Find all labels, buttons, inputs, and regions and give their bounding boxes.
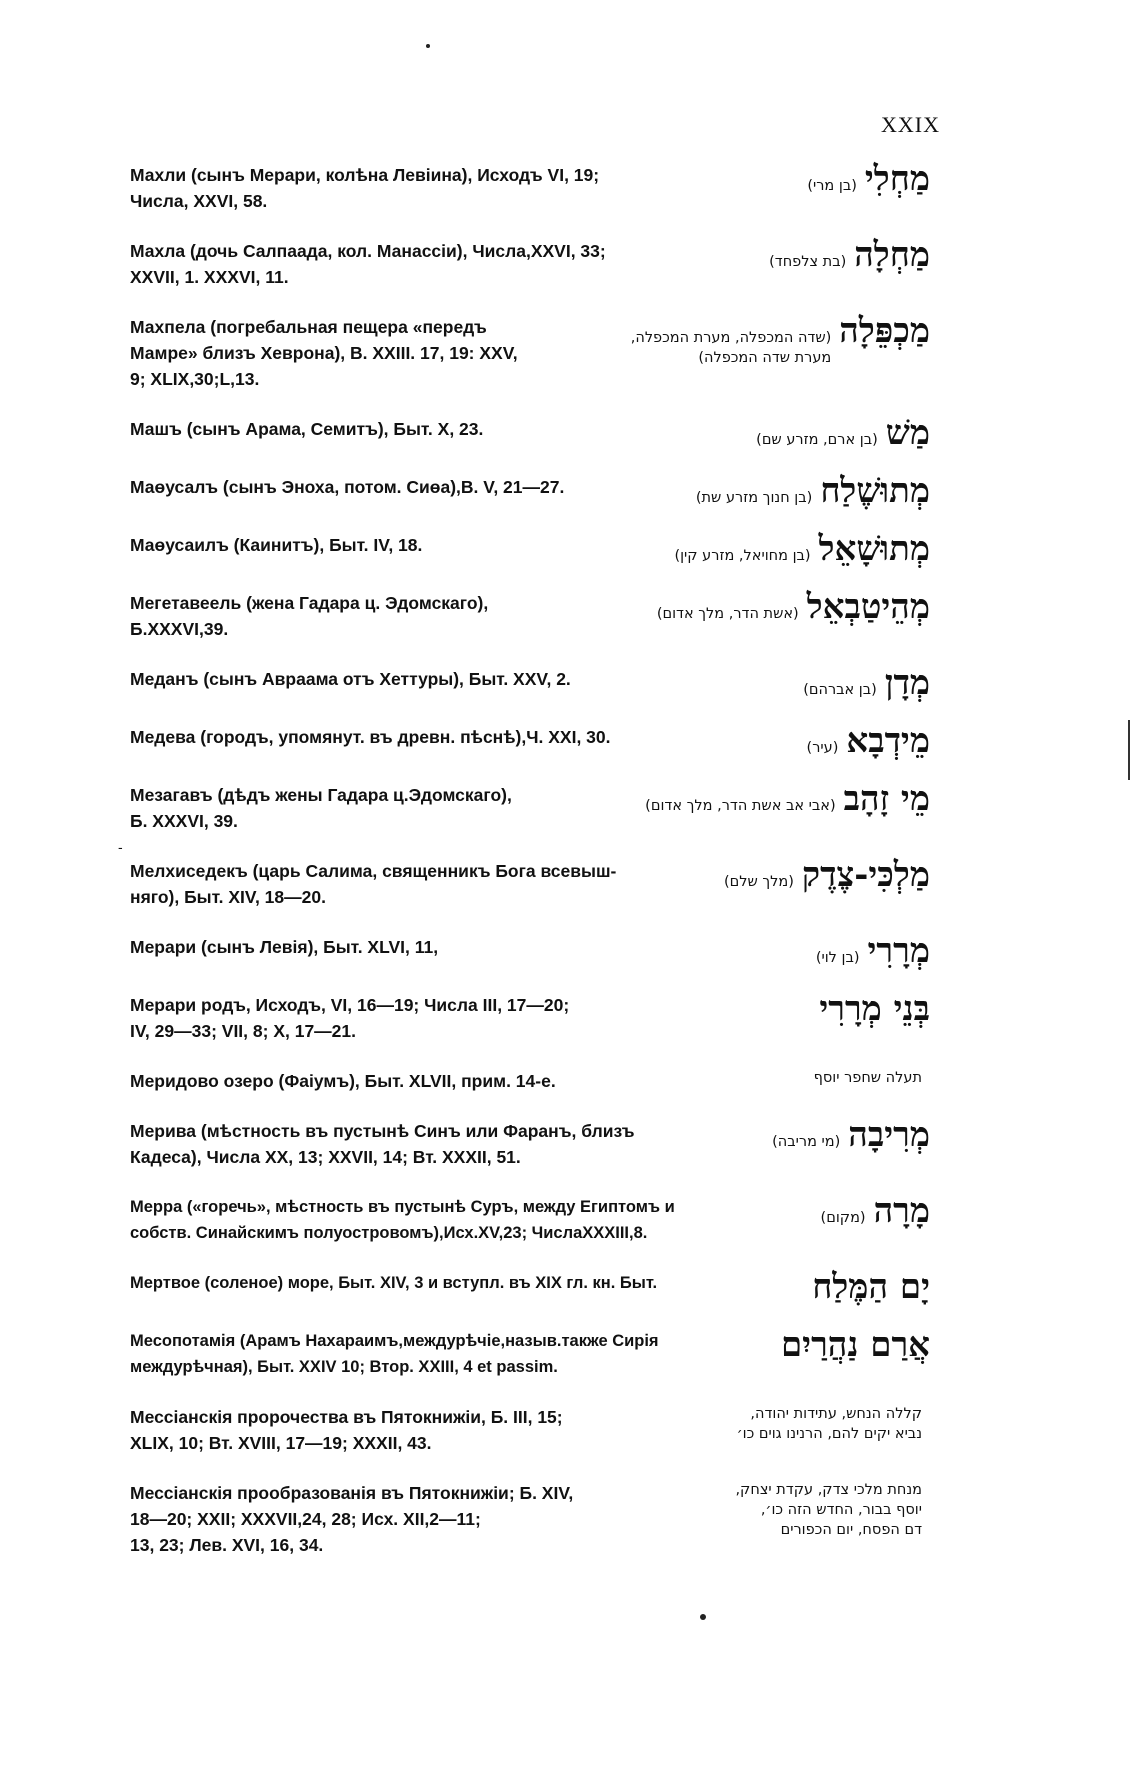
entry-hebrew	[762, 1267, 930, 1307]
hebrew-note: (בן לוי)	[815, 950, 860, 966]
hebrew-note: (בן ארם, מזרע שם)	[756, 432, 878, 448]
hebrew-headword: מֵי זָהָב	[843, 779, 930, 819]
entry-hebrew	[582, 587, 930, 627]
hebrew-headword: מְרָרִי	[867, 931, 930, 971]
entry-russian-text: Мегетавеель (жена Гадара ц. Эдомскаго), Б.XXXVI,39.	[130, 593, 489, 639]
hebrew-note: (בן מחויאל, מזרע קין)	[674, 548, 811, 564]
hebrew-note: תעלה שחפר יוסף	[813, 1070, 922, 1086]
hebrew-note: (אשת הדר, מלך אדום)	[656, 606, 799, 622]
list-item	[130, 1191, 930, 1246]
entry-hebrew	[642, 855, 930, 895]
hebrew-note: (מקום)	[820, 1210, 866, 1226]
list-item	[130, 855, 930, 910]
hebrew-note: (בן חנוך מזרע שת)	[695, 490, 813, 506]
hebrew-headword: מַכְפֵּלָה	[839, 311, 930, 351]
margin-dash-mark: -	[118, 839, 123, 855]
entry-russian-text: Машъ (сынъ Арама, Семитъ), Быт. X, 23.	[130, 419, 484, 439]
entry-hebrew	[702, 1115, 930, 1155]
entry-russian-text: Мертвое (соленое) море, Быт. XIV, 3 и вступл. въ XIX гл. кн. Быт.	[130, 1274, 658, 1292]
entry-hebrew	[562, 779, 930, 819]
hebrew-headword: מְרִיבָה	[848, 1115, 930, 1155]
hebrew-headword: מַלְכִּי-צֶדֶק	[801, 855, 930, 895]
hebrew-headword: בְּנֵי מְרָרִי	[819, 989, 930, 1029]
entry-hebrew	[582, 931, 930, 971]
hebrew-headword: יָם הַמֶּלַח	[812, 1267, 930, 1307]
entry-russian-text: Мессіанскія пророчества въ Пятокнижіи, Б. III, 15; XLIX, 10; Вт. XVIII, 17—19; XXXII, 43.	[130, 1407, 563, 1453]
hebrew-note: (מי מריבה)	[772, 1134, 841, 1150]
hebrew-headword: אֲרַם נַהֲרַיִם	[780, 1325, 930, 1365]
hebrew-headword: מְתוּשֶׁלַח	[820, 471, 930, 511]
list-item	[130, 529, 930, 569]
entry-hebrew	[752, 1325, 930, 1365]
list-item	[130, 311, 930, 392]
list-item	[130, 1267, 930, 1307]
list-item	[130, 471, 930, 511]
entry-hebrew	[702, 1404, 930, 1444]
entry-russian-text: Мелхиседекъ (царь Салима, священникъ Бога всевыш- няго), Быт. XIV, 18—20.	[130, 861, 617, 907]
list-item	[130, 159, 930, 214]
entry-hebrew	[582, 529, 930, 569]
hebrew-note: (בת צלפחד)	[769, 254, 847, 270]
hebrew-headword: מַשׁ	[885, 413, 930, 453]
hebrew-note: (אבי אב אשת הדר, מלך אדום)	[645, 798, 836, 814]
entry-russian-text: Мерари (сынъ Левія), Быт. XLVI, 11,	[130, 937, 439, 957]
entry-hebrew	[702, 159, 930, 199]
entry-hebrew	[702, 1068, 930, 1088]
entry-hebrew	[662, 663, 930, 703]
list-item	[130, 779, 930, 834]
entry-list	[130, 159, 930, 1582]
hebrew-headword: מְדָן	[884, 663, 930, 703]
entry-russian-text: Мессіанскія прообразованія въ Пятокнижіи; Б. XIV, 18—20; XXII; XXXVII,24, 28; Исх. XII,2—11; 13, 23; Лев. XVI, 16, 34.	[130, 1483, 574, 1555]
hebrew-headword: מְהֵיטַבְאֵל	[806, 587, 930, 627]
hebrew-headword: מַחְלִי	[864, 159, 930, 199]
list-item	[130, 1068, 930, 1094]
entry-russian-text: Маөусаилъ (Каинитъ), Быт. IV, 18.	[130, 535, 423, 555]
list-item	[130, 587, 930, 642]
list-item	[130, 989, 930, 1044]
hebrew-headword: מַחְלָה	[854, 235, 930, 275]
margin-line	[1128, 720, 1130, 780]
entry-hebrew	[702, 1480, 930, 1540]
entry-russian-text: Меданъ (сынъ Авраама отъ Хеттуры), Быт. XXV, 2.	[130, 669, 571, 689]
hebrew-note: (עיר)	[806, 740, 839, 756]
list-item	[130, 721, 930, 761]
entry-russian-text: Мезагавъ (дѣдъ жены Гадара ц.Эдомскаго), Б. XXXVI, 39.	[130, 785, 512, 831]
entry-hebrew	[702, 721, 930, 761]
list-item	[130, 1404, 930, 1456]
hebrew-note: (מלך שלם)	[723, 874, 794, 890]
hebrew-note: קללה הנחש, עתידות יהודה, נביא יקים להם, הרנינו גוים כו׳	[736, 1406, 922, 1442]
hebrew-note: (שדה המכפלה, מערת המכפלה, מערת שדה המכפלה)	[630, 330, 832, 366]
entry-russian-text: Махли (сынъ Мерари, колѣна Левіина), Исходъ VI, 19; Числа, XXVI, 58.	[130, 165, 600, 211]
hebrew-headword: מָרָה	[873, 1191, 930, 1231]
entry-hebrew	[782, 1191, 930, 1231]
list-item	[130, 931, 930, 971]
hebrew-headword: מְתוּשָׁאֵל	[818, 529, 930, 569]
list-item	[130, 235, 930, 290]
entry-russian-text: Махпела (погребальная пещера «передъ Мамре» близъ Хеврона), В. XXIII. 17, 19: XXV, 9; XLIX,30;L,13.	[130, 317, 518, 389]
list-item	[130, 663, 930, 703]
entry-hebrew	[702, 989, 930, 1029]
entry-hebrew	[702, 235, 930, 275]
entry-russian-text: Меридово озеро (Фаіумъ), Быт. XLVII, прим. 14-е.	[130, 1071, 556, 1091]
list-item	[130, 1480, 930, 1558]
list-item	[130, 413, 930, 453]
list-item	[130, 1325, 930, 1380]
hebrew-note: מנחת מלכי צדק, עקדת יצחק, יוסף בבור, החדש הזה כו׳, דם הפסח, יום הכפורים	[735, 1482, 922, 1538]
entry-russian-text: Мерари родъ, Исходъ, VI, 16—19; Числа III, 17—20; IV, 29—33; VII, 8; X, 17—21.	[130, 995, 570, 1041]
ink-speck	[426, 44, 430, 48]
entry-hebrew	[612, 471, 930, 511]
entry-russian-text: Махла (дочь Салпаада, кол. Манассіи), Числа,XXVI, 33; XXVII, 1. XXXVI, 11.	[130, 241, 606, 287]
entry-russian-text: Месопотамія (Арамъ Нахараимъ,междурѣчіе,назыв.также Сирія междурѣчная), Быт. XXIV 10; Втор. XXIII, 4 et passim.	[130, 1332, 659, 1376]
ink-dot	[700, 1614, 706, 1620]
hebrew-note: (בן אברהם)	[803, 682, 877, 698]
hebrew-note: (בן מרי)	[807, 178, 857, 194]
entry-russian-text: Мерива (мѣстность въ пустынѣ Синъ или Фаранъ, близъ Кадеса), Числа XX, 13; XXVII, 14; Вт. XXXII, 51.	[130, 1121, 635, 1167]
hebrew-headword: מֵידְבָא	[846, 721, 930, 761]
page-number: XXIX	[881, 112, 940, 137]
entry-russian-text: Мерра («горечь», мѣстность въ пустынѣ Суръ, между Египтомъ и собств. Синайскимъ полуостровомъ),Исх.XV,23; ЧислаXXXIII,8.	[130, 1198, 675, 1242]
list-item	[130, 1115, 930, 1170]
entry-russian-text: Маөусалъ (сынъ Эноха, потом. Сиөа),В. V, 21—27.	[130, 477, 565, 497]
entry-hebrew	[542, 311, 930, 368]
entry-hebrew	[582, 413, 930, 453]
entry-russian-text: Медева (городъ, упомянут. въ древн. пѣснѣ),Ч. XXI, 30.	[130, 727, 611, 747]
